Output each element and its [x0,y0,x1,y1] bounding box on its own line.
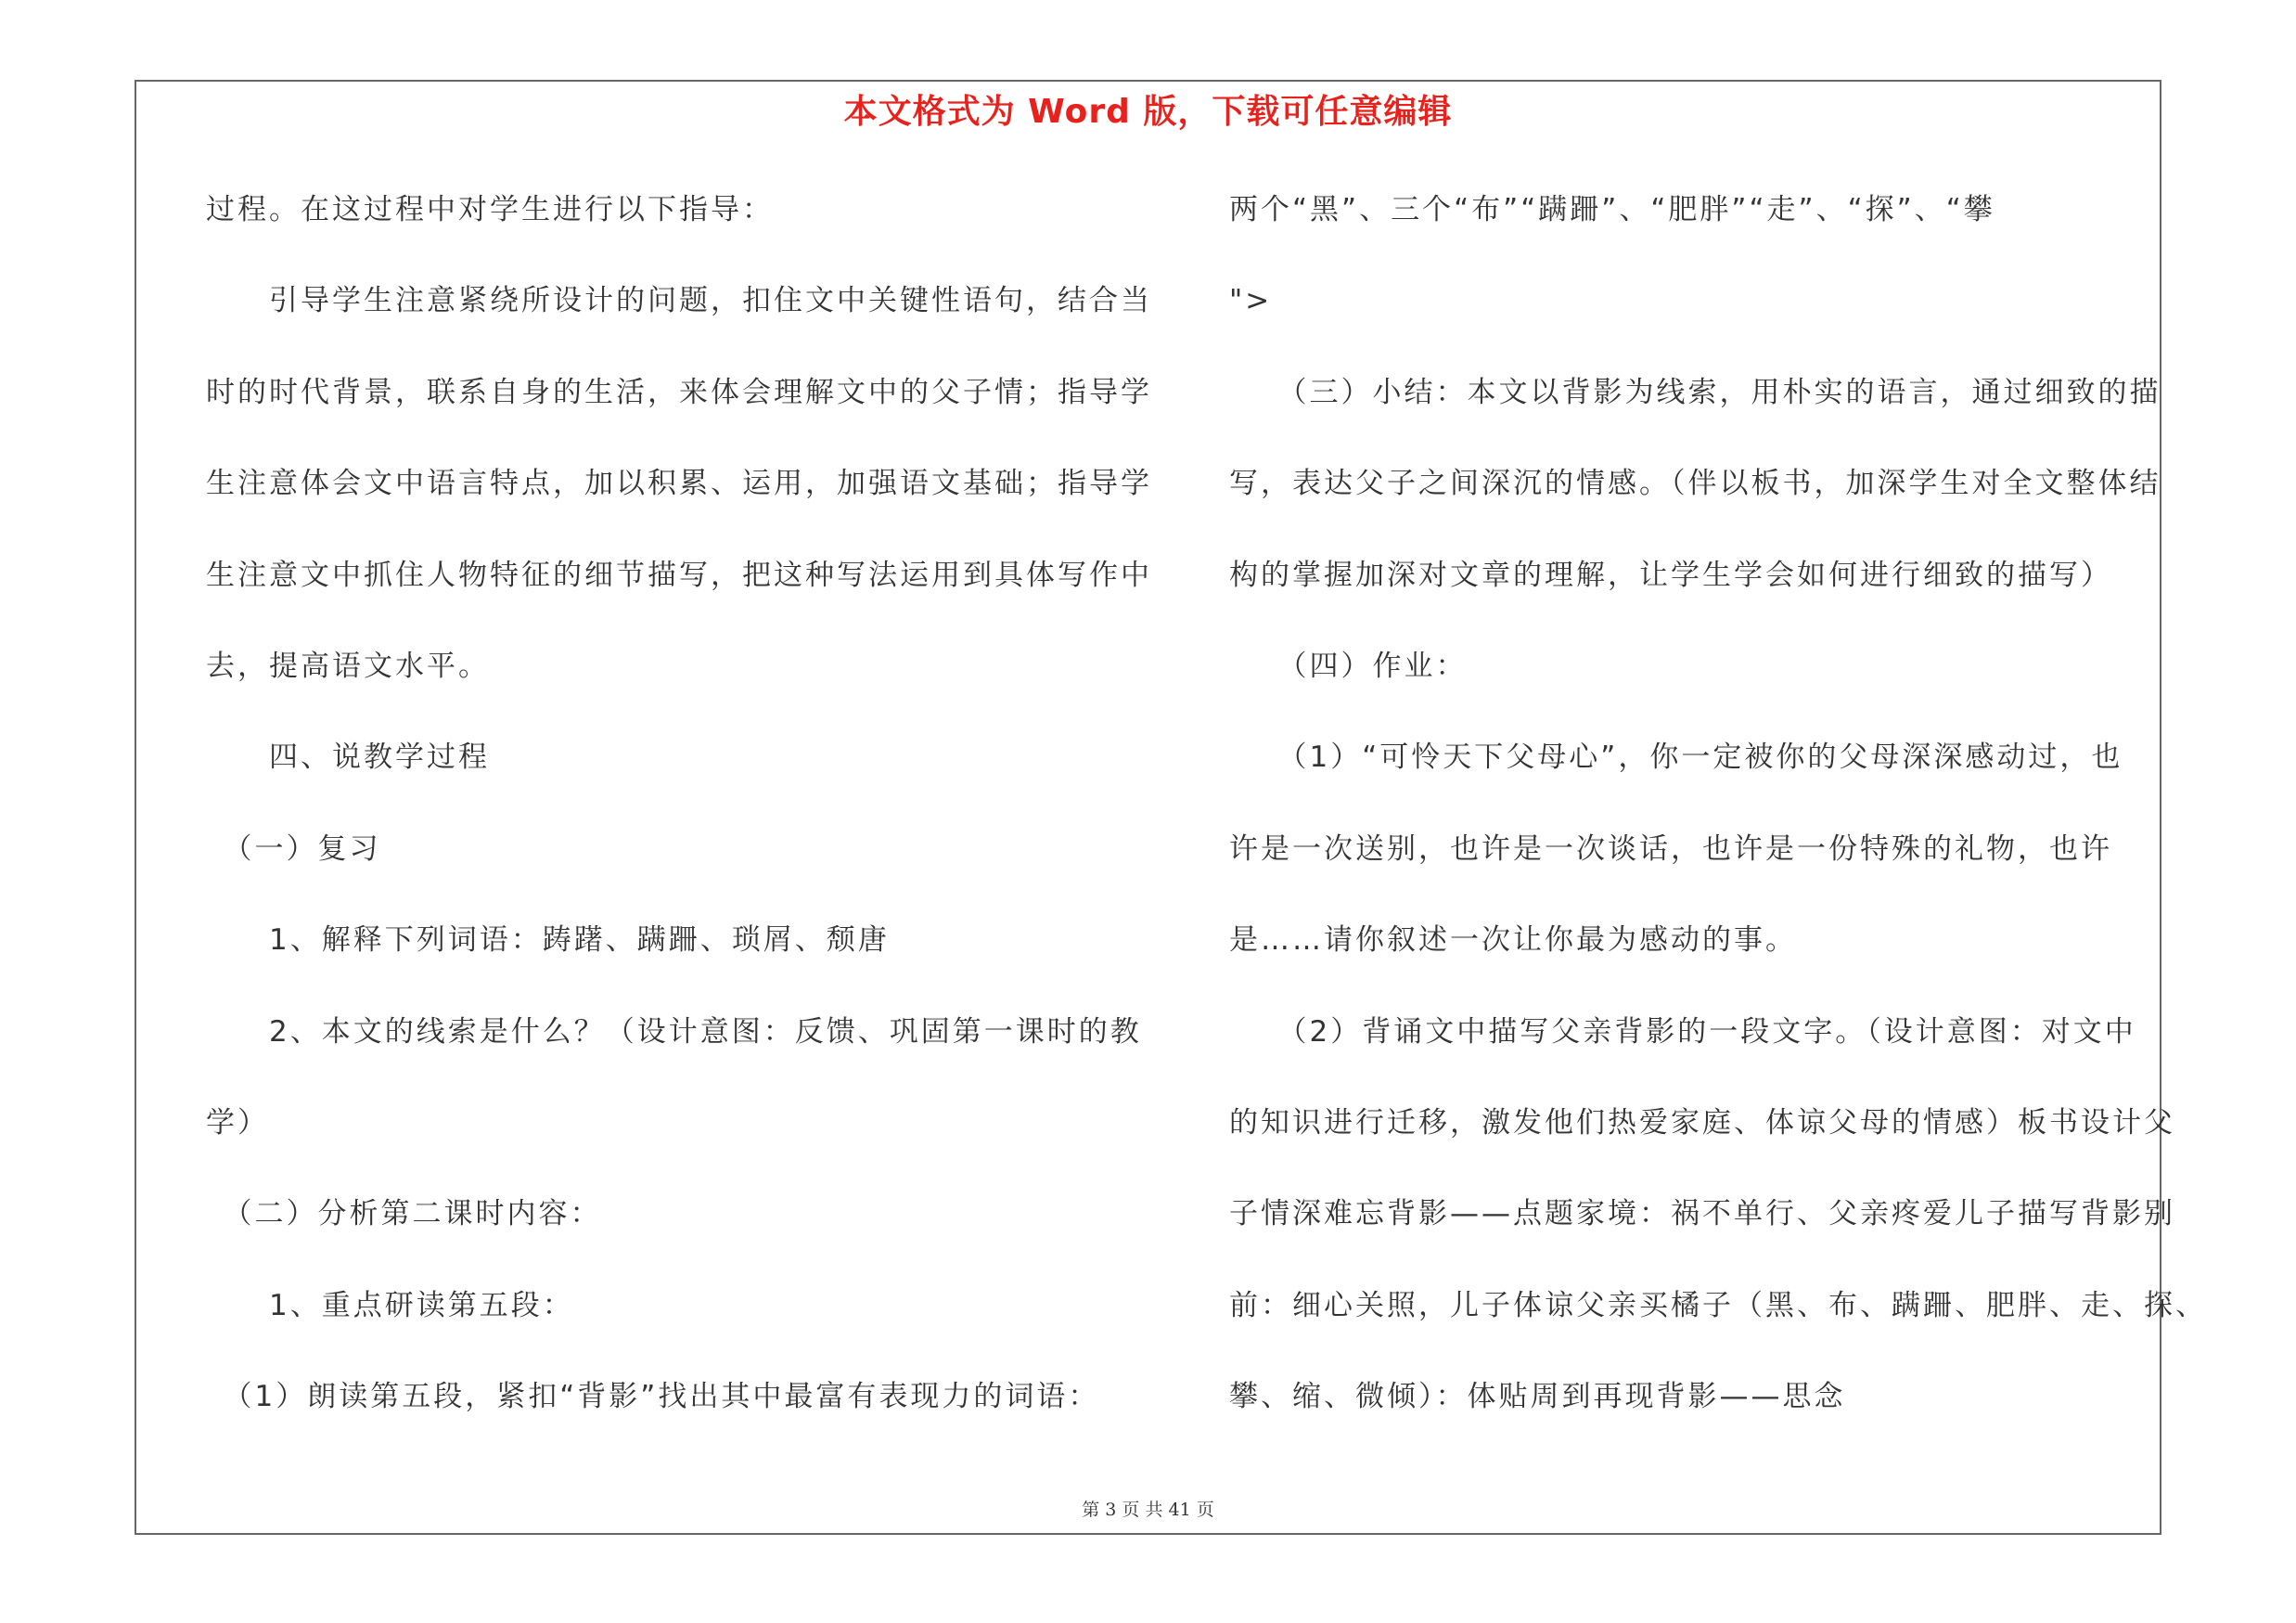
subsection-heading: （四）作业： [1229,649,1468,683]
text-line: 时的时代背景，联系自身的生活，来体会理解文中的父子情；指导学 [206,375,1152,409]
text-line: 许是一次送别，也许是一次谈话，也许是一份特殊的礼物，也许 [1229,831,2112,866]
text-line: 前：细心关照，儿子体谅父亲买橘子（黑、布、蹒跚、肥胖、走、探、 [1229,1288,2207,1322]
section-heading: 四、说教学过程 [206,741,490,775]
text-line: 1、重点研读第五段： [206,1288,574,1322]
text-line: （三）小结：本文以背影为线索，用朴实的语言，通过细致的描 [1229,375,2161,409]
text-line: （1）朗读第五段，紧扣“背影”找出其中最富有表现力的词语： [206,1380,1100,1414]
text-line: 构的掌握加深对文章的理解，让学生学会如何进行细致的描写） [1229,558,2112,592]
text-line: （2）背诵文中描写父亲背影的一段文字。（设计意图：对文中 [1229,1014,2136,1049]
text-line: 攀、缩、微倾）：体贴周到再现背影——思念 [1229,1380,1846,1414]
left-column [206,182,1152,1460]
text-line: 是……请你叙述一次让你最为感动的事。 [1229,923,1797,958]
text-line: 的知识进行迁移，激发他们热爱家庭、体谅父母的情感）板书设计父 [1229,1105,2175,1140]
text-line: 生注意文中抓住人物特征的细节描写，把这种写法运用到具体写作中 [206,558,1152,592]
text-line: 1、解释下列词语：踌躇、蹒跚、琐屑、颓唐 [206,923,890,958]
page-number: 第 3 页 共 41 页 [1082,1500,1214,1520]
text-line: 子情深难忘背影——点题家境：祸不单行、父亲疼爱儿子描写背影别 [1229,1197,2175,1231]
subsection-heading: （一）复习 [206,831,381,866]
text-line: 2、本文的线索是什么？（设计意图：反馈、巩固第一课时的教 [206,1014,1142,1049]
subsection-heading: （二）分析第二课时内容： [206,1197,602,1231]
text-line: "> [1229,284,1273,318]
text-line: 过程。在这过程中对学生进行以下指导： [206,193,774,226]
text-line: 引导学生注意紧绕所设计的问题，扣住文中关键性语句，结合当 [206,284,1152,318]
text-line: 写，表达父子之间深沉的情感。（伴以板书，加深学生对全文整体结 [1229,467,2161,501]
text-line: 学） [206,1105,269,1140]
text-line: 生注意体会文中语言特点，加以积累、运用，加强语文基础；指导学 [206,467,1152,501]
text-line: 去，提高语文水平。 [206,649,490,683]
text-line: 两个“黑”、三个“布”“蹒跚”、“肥胖”“走”、“探”、“攀 [1229,193,1995,226]
format-banner: 本文格式为 Word 版，下载可任意编辑 [843,93,1453,131]
right-column [1229,182,2207,1460]
text-line: （1）“可怜天下父母心”，你一定被你的父母深深感动过，也 [1229,741,2123,775]
